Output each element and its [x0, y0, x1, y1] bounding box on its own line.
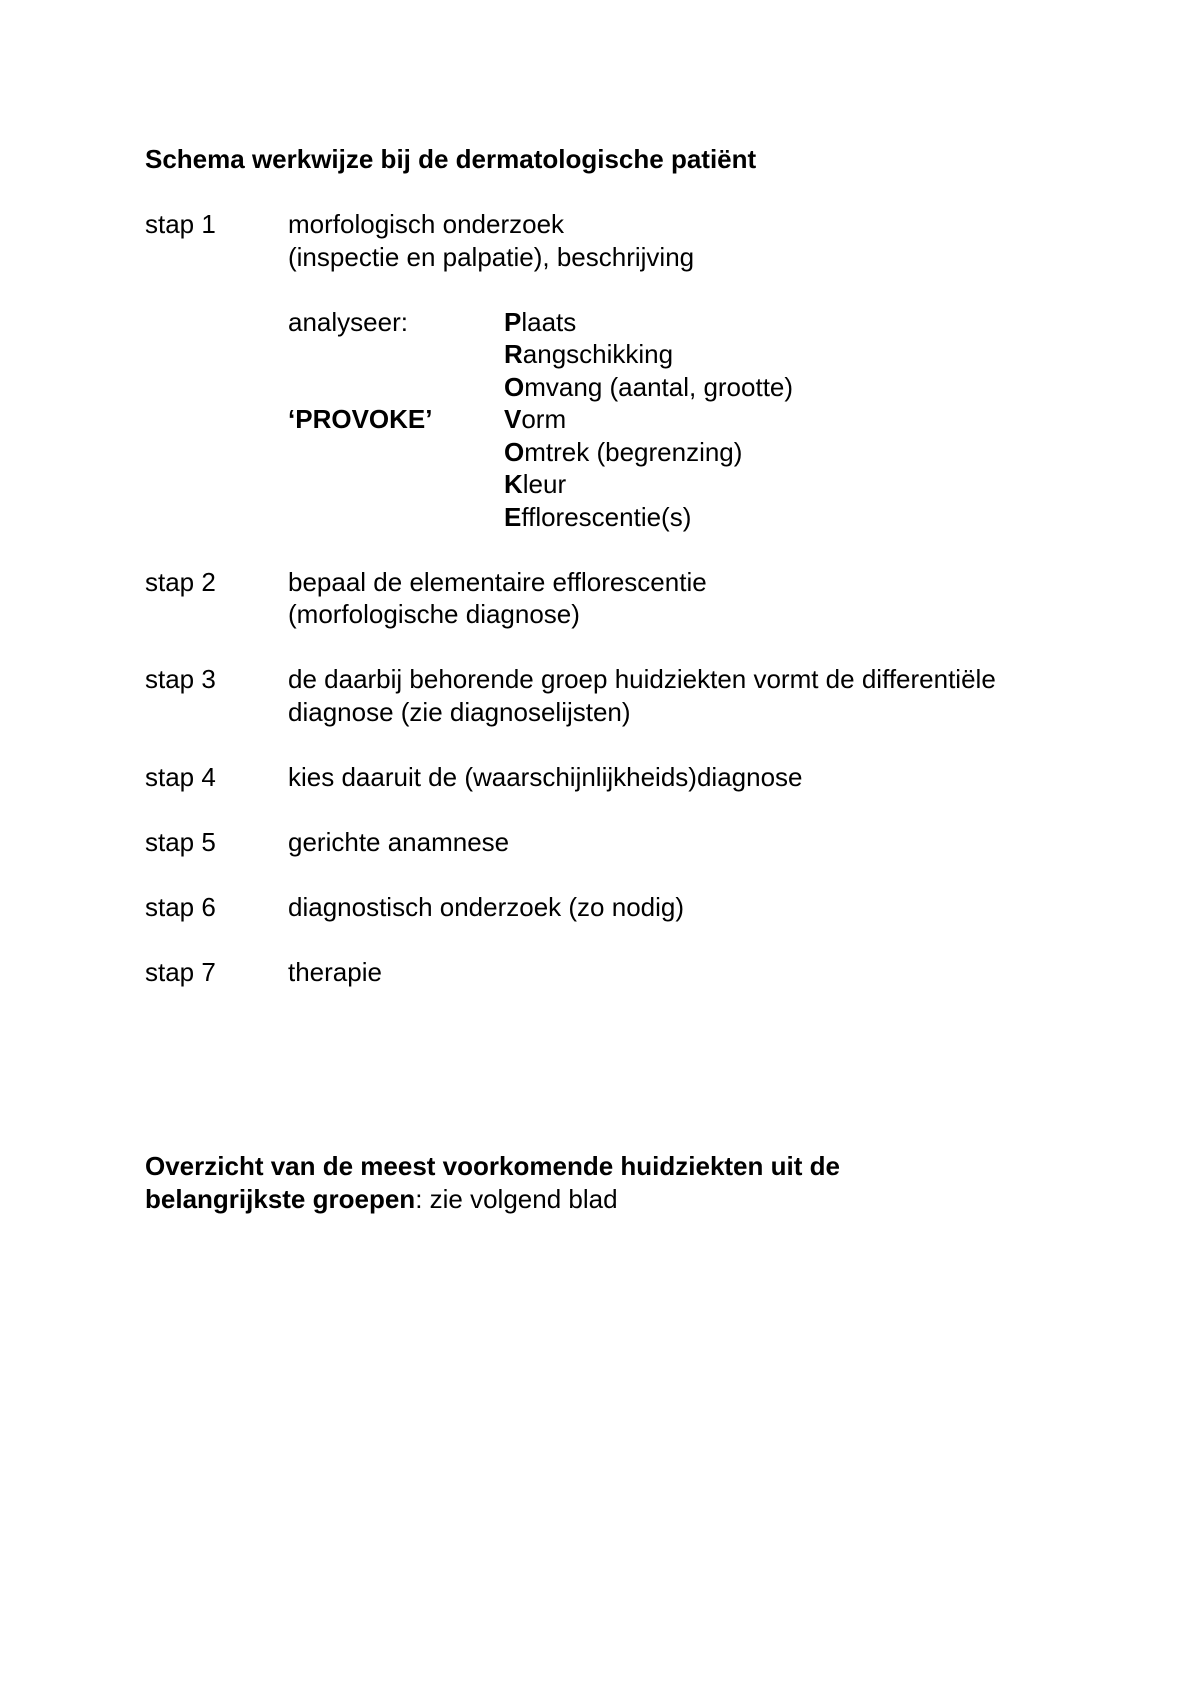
step-1-body	[288, 208, 1145, 533]
spacer	[145, 858, 1145, 891]
step-3-line-1: de daarbij behorende groep huidziekten vormt de differentiële	[288, 664, 996, 694]
document-title: Schema werkwijze bij de dermatologische patiënt	[145, 144, 757, 174]
step-7-line-1: therapie	[288, 956, 382, 987]
step-6-line-1: diagnostisch onderzoek (zo nodig)	[288, 891, 685, 922]
step-7	[145, 956, 1145, 989]
provoke-rest: mvang (aantal, grootte)	[524, 371, 794, 402]
step-2-body	[288, 566, 1145, 631]
step-4-line-1: kies daaruit de (waarschijnlijkheids)diagnose	[288, 761, 803, 792]
provoke-item	[504, 403, 1145, 436]
step-2-line-2: (morfologische diagnose)	[288, 599, 580, 629]
step-5-label: stap 5	[145, 826, 216, 857]
step-4-label: stap 4	[145, 761, 216, 792]
spacer	[145, 923, 1145, 956]
provoke-item	[504, 338, 1145, 371]
spacer	[145, 728, 1145, 761]
provoke-label: ‘PROVOKE’	[288, 404, 433, 434]
provoke-analysis	[288, 306, 1145, 534]
document-page	[145, 143, 1145, 1215]
step-7-body	[288, 956, 1145, 989]
provoke-initial: K	[504, 469, 523, 499]
step-1-label: stap 1	[145, 209, 216, 239]
step-4-body	[288, 761, 1145, 794]
spacer	[145, 176, 1145, 209]
step-3-line-2: diagnose (zie diagnoselijsten)	[288, 696, 631, 727]
step-3	[145, 663, 1145, 728]
step-5-body	[288, 826, 1145, 859]
overview-line-2	[145, 1183, 1145, 1216]
provoke-item	[504, 501, 1145, 534]
overview-bold-part: belangrijkste groepen	[145, 1183, 416, 1214]
provoke-initial: E	[504, 501, 522, 532]
provoke-item	[504, 306, 1145, 339]
provoke-rest: orm	[521, 404, 567, 434]
provoke-initial: P	[504, 306, 522, 337]
provoke-rest: angschikking	[522, 339, 674, 369]
provoke-initial: V	[504, 404, 522, 434]
step-6	[145, 891, 1145, 924]
provoke-rest: mtrek (begrenzing)	[524, 436, 743, 467]
step-5	[145, 826, 1145, 859]
spacer	[145, 988, 1145, 1150]
spacer	[145, 793, 1145, 826]
step-5-line-1: gerichte anamnese	[288, 826, 510, 857]
step-6-label: stap 6	[145, 891, 216, 922]
overview-normal-part: : zie volgend blad	[415, 1183, 618, 1214]
step-1	[145, 208, 1145, 533]
step-1-line-2: (inspectie en palpatie), beschrijving	[288, 241, 695, 272]
analysis-labels	[288, 306, 504, 534]
spacer	[145, 631, 1145, 664]
provoke-initial: R	[504, 339, 523, 369]
provoke-rest: fflorescentie(s)	[521, 501, 692, 532]
step-7-label: stap 7	[145, 956, 216, 987]
provoke-rest: leur	[522, 469, 567, 499]
provoke-item	[504, 371, 1145, 404]
provoke-initial: O	[504, 371, 525, 402]
step-1-line-1: morfologisch onderzoek	[288, 209, 565, 239]
provoke-list	[504, 306, 1145, 534]
provoke-initial: O	[504, 436, 525, 467]
provoke-item	[504, 468, 1145, 501]
step-2	[145, 566, 1145, 631]
overview-line-1: Overzicht van de meest voorkomende huidziekten uit de	[145, 1151, 840, 1181]
step-4	[145, 761, 1145, 794]
step-3-body	[288, 663, 1145, 728]
provoke-rest: laats	[521, 306, 577, 337]
step-6-body	[288, 891, 1145, 924]
step-2-label: stap 2	[145, 566, 216, 597]
overview-note	[145, 1150, 1145, 1215]
step-3-label: stap 3	[145, 664, 216, 694]
step-2-line-1: bepaal de elementaire efflorescentie	[288, 566, 707, 597]
analyse-label: analyseer:	[288, 306, 408, 337]
spacer	[145, 533, 1145, 566]
provoke-item	[504, 436, 1145, 469]
